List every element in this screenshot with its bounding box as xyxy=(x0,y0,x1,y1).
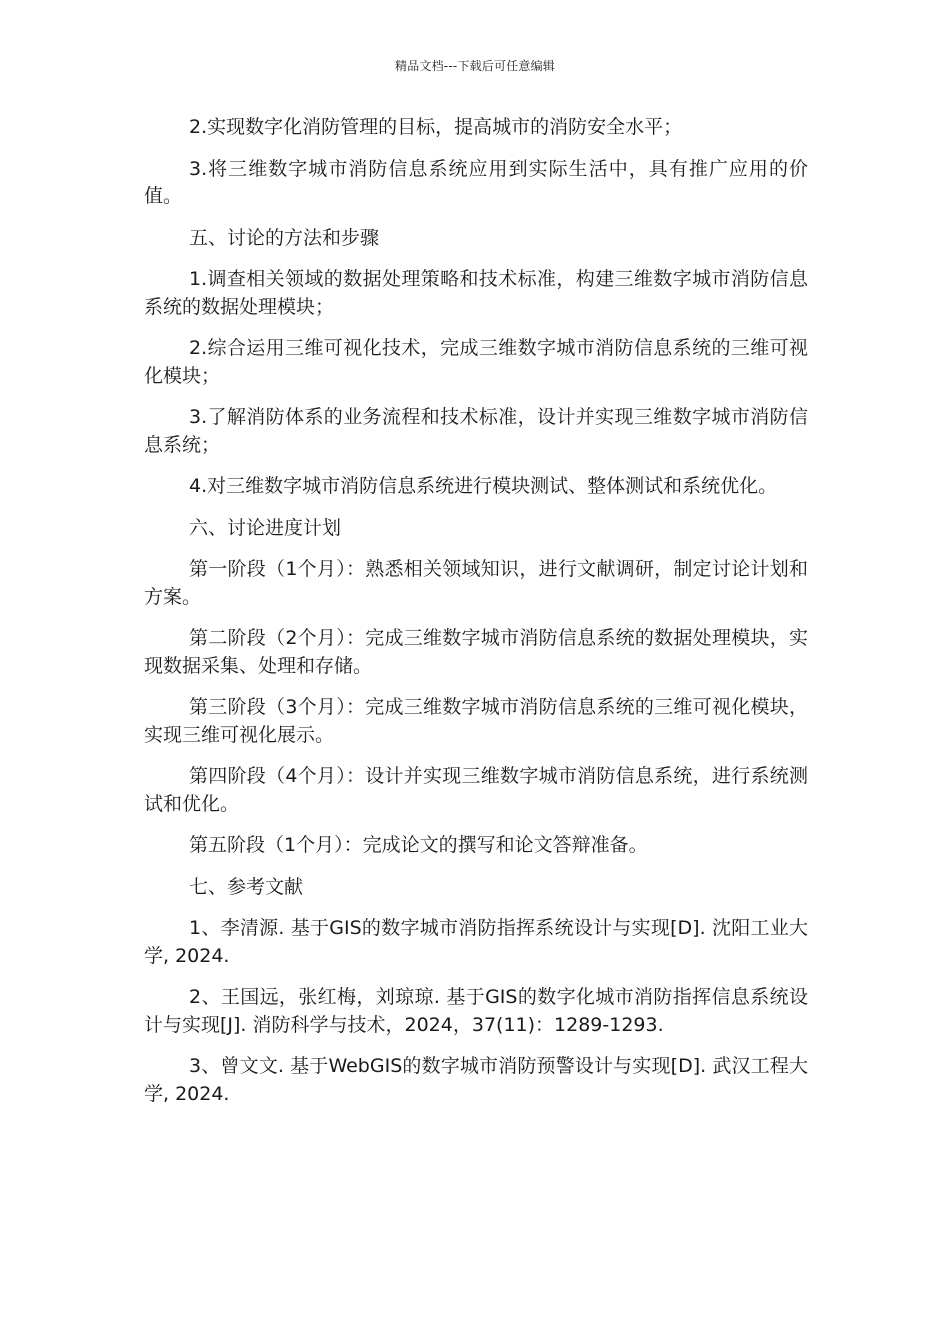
schedule-phase-4: 第四阶段（4个月）：设计并实现三维数字城市消防信息系统，进行系统测试和优化。 xyxy=(144,765,808,815)
goal-item-3: 3.将三维数字城市消防信息系统应用到实际生活中，具有推广应用的价值。 xyxy=(144,157,808,207)
section-heading-schedule: 六、讨论进度计划 xyxy=(189,516,342,539)
method-step-2: 2.综合运用三维可视化技术，完成三维数字城市消防信息系统的三维可视化模块； xyxy=(144,337,808,387)
page-header: 精品文档---下载后可任意编辑 xyxy=(395,59,555,73)
reference-2: 2、王国远，张红梅，刘琼琼. 基于GIS的数字化城市消防指挥信息系统设计与实现[J]. 消防科学与技术，2024，37(11)：1289-1293. xyxy=(144,986,808,1036)
schedule-phase-3: 第三阶段（3个月）：完成三维数字城市消防信息系统的三维可视化模块，实现三维可视化展示。 xyxy=(144,696,808,746)
section-heading-methods: 五、讨论的方法和步骤 xyxy=(189,226,380,249)
method-step-4: 4.对三维数字城市消防信息系统进行模块测试、整体测试和系统优化。 xyxy=(189,475,778,497)
section-heading-references: 七、参考文献 xyxy=(189,875,304,898)
method-step-1: 1.调查相关领域的数据处理策略和技术标准，构建三维数字城市消防信息系统的数据处理模块； xyxy=(144,268,808,318)
schedule-phase-1: 第一阶段（1个月）：熟悉相关领域知识，进行文献调研，制定讨论计划和方案。 xyxy=(144,558,808,608)
goal-item-2: 2.实现数字化消防管理的目标，提高城市的消防安全水平； xyxy=(189,116,683,138)
document-body xyxy=(144,114,808,1122)
schedule-phase-2: 第二阶段（2个月）：完成三维数字城市消防信息系统的数据处理模块，实现数据采集、处理和存储。 xyxy=(144,627,808,677)
reference-1: 1、李清源. 基于GIS的数字城市消防指挥系统设计与实现[D]. 沈阳工业大学, 2024. xyxy=(144,917,808,967)
schedule-phase-5: 第五阶段（1个月）：完成论文的撰写和论文答辩准备。 xyxy=(189,834,648,856)
reference-3: 3、曾文文. 基于WebGIS的数字城市消防预警设计与实现[D]. 武汉工程大学, 2024. xyxy=(144,1055,808,1105)
method-step-3: 3.了解消防体系的业务流程和技术标准，设计并实现三维数字城市消防信息系统； xyxy=(144,406,808,456)
